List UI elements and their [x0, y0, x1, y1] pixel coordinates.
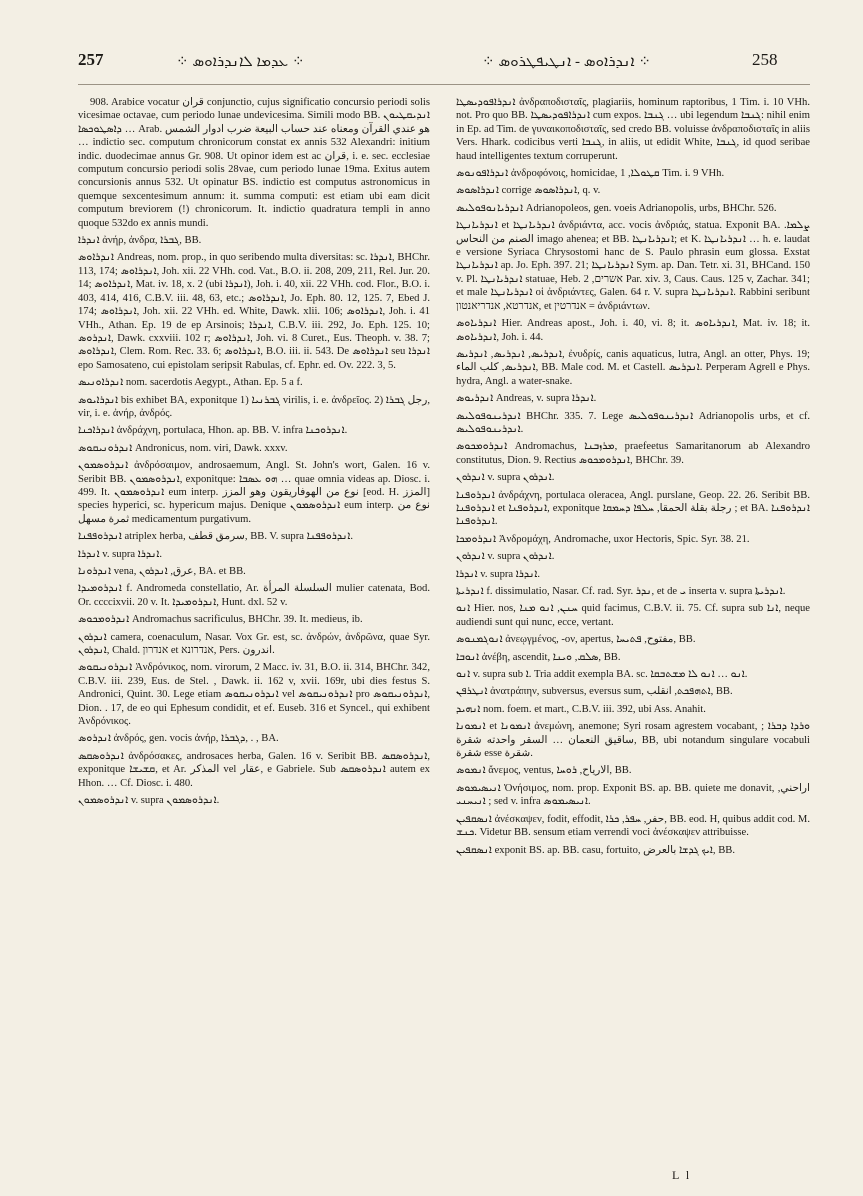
dictionary-entry: ܐܢܕܪܐ v. supra ܐܢܕܪܐ.: [456, 568, 541, 580]
left-column: [78, 96, 430, 1156]
dictionary-entry: ܐܢܕܪܝܐܘܣ Hier. Andreas apost., Joh. i. 40, vi. 8; it. ܐܢܕܪܝܐܘܣ, Mat. iv. 18; it. ܐܢܕܪܝܐܘܣ, Joh. i. 44.: [456, 318, 810, 343]
dictionary-entry: ܐܢܕܪܘܢܝܩܘܣ Ἀνδρόνικος, nom. virorum, 2 Macc. iv. 31, B.O. ii. 314, BHChr. 342, C.B.V. iii. 239, Eus. de Stel. , Dawk. ii. 162 v, xvii. 169r, ubi dies festus S. Andronici, Quint. 30. Lege etiam ܐܢܕܪܘܢܝܩܘܣ vel ܐܢܕܪܘܢܝܩܘܣ pro ܐܢܕܪܘܢܝܩܘܣ, Dion. . 17, de eo qui Ephesum condidit, et ef. Euseb. 316 et Syncel., qui exhibent Ἀνδρόνικος.: [78, 662, 430, 728]
signature-mark: L l: [672, 1168, 692, 1182]
dictionary-entry: ܐܢܕܪܝܢܘܦܘܠܝܣ BHChr. 335. 7. Lege ܐܢܕܪܝܢܘܦܘܠܝܣ Adrianopolis urbs, et cf. ܐܢܕܪܝܢܘܦܘܠܝܣ.: [456, 410, 810, 435]
dictionary-entry: ܐܢܕܪܝܬܐ f. dissimulatio, Nasar. Cf. rad. Syr. ܢܕܪ, et de ܝ inserta v. supra ܐܢܕܪܝܬܐ.: [456, 586, 786, 597]
dictionary-entry: ܐܢܕܪܐܘܣ Andreas, nom. prop., in quo seribendo multa diversitas: sc. ܐܢܕܪܐ, BHChr. 113, 174; ܐܢܕܪܐܘܣ, Joh. xii. 22 VHh. cod. Vat., B.O. ii. 208, 209, 211, Rel. Jur. 20. 14; ܐܢܕܪܐܘܣ, Mat. iv. 18, x. 2 (ubi ܐܢܕܪܐ), Joh. i. 40, xii. 22 VHh. cod. Flor., B.O. i. 403, 414, 416, C.B.V. iii. 48, 63, etc.; ܐܢܕܪܐܘܣ, Jo. Eph. 80. 12, 125. 7, Ebed J. 174; ܐܢܕܪܐܘܣ, Joh. xii. 22 VHh. ed. White, Dawk. xlii. 106; ܐܢܕܪܐܘܣ, Joh. i. 41 VHh., Athan. Ep. 19 de ep Arsinois; ܐܢܕܪܐ, C.B.V. iii. 292, Jo. Eph. 125. 10; ܐܢܕܪܘܣ, Dawk. cxxviii. 102 r; ܐܢܕܪܐܘܣ, Joh. vi. 8 Curet., Eus. Theoph. v. 38. 7; ܐܢܕܪܐܘܣ, Clem. Rom. Rec. 33. 6; ܐܢܕܪܐܘܣ, B.O. iii. ii. 543. De ܐܢܕܪܐܘܣ seu ܐܢܕܪܐ epo Samosateno, cui epistolam seripsit Rabulas, cf. Ephr. ed. Ov. 222. 3, 5.: [78, 252, 430, 371]
dictionary-entry: ܐܢܝܣܝܡܘܣ Ὀνήσιμος, nom. prop. Exponit BS. ap. BB. quiete me donavit, اراحني, ܐܢܝܚܢܝ ; sed v. infra ܐܢܝܣܝܡܘܣ.: [456, 782, 810, 808]
dictionary-entry: ܐܢܕܪܘܢ v. supra ܐܢܕܪܘܢ.: [456, 472, 555, 484]
dictionary-entry: ܐܢܘ Hier. nos, ܚܢܢ, ܐܢܘ ܡܢܐ quid facimus, C.B.V. ii. 75. Cf. supra sub ܐܢܐ, neque audiendi sunt qui nunc, ecce, vertant.: [456, 603, 810, 628]
header-rule: [78, 84, 810, 85]
right-column: [456, 96, 810, 1156]
dictionary-entry: ܐܢܕܪܘܡܟܘܣ Andromachus, ܡܪܙܒܢܐ, praefeetus Samaritanorum ab Alexandro constitutus, Dion. 9. Rectius ܐܢܕܪܘܡܟܘܣ, BHChr. 39.: [456, 441, 810, 466]
dictionary-entry: ܐܢܘܓܡܢܘܣ ἀνεῳγμένος, -ον, apertus, مفتوح, ܦܬܝܚܐ, BB.: [456, 634, 696, 646]
dictionary-entry: ܐܢܗܝܕ nom. foem. et mart., C.B.V. iii. 392, ubi Ass. Anahit.: [456, 703, 706, 715]
dictionary-entry: ܐܢܕܪܘܦܢܐ ἀνδράχνη, portulaca oleracea, Angl. purslane, Geop. 22. 26. Seribit BB. ܐܢܕܪܘܦܢܐ et ܐܢܕܪܘܦܢܐ, exponitque رجلة بقلة الحمقا, ܚܠܦܐ ܕܚܡܩܐ ; et BA. ܐܢܕܪܘܦܢܐ ܐܢܕܪܘܦܢܐ.: [456, 489, 810, 528]
left-page-number: 257: [78, 50, 104, 69]
right-running-title: ⁘ ܐܢܕܪܐܘܣ - ܐܢܛܝܦܛܪܘܣ ⁘: [482, 54, 651, 70]
dictionary-entry: ܐܢܕܪܐܘܢܝܣ nom. sacerdotis Aegypt., Athan. Ep. 5 a f.: [78, 377, 303, 389]
dictionary-entry: ܐܢܕܪܐܟܢܐ ἀνδράχνη, portulaca, Hhon. ap. BB. V. infra ܐܢܕܪܘܟܢܐ.: [78, 425, 348, 437]
dictionary-entry: ܐܢܕܪܘܦܦܢܐ atriplex herba, سرمق قطف, BB. V. supra ܐܢܕܪܘܦܦܢܐ.: [78, 531, 354, 543]
dictionary-entry: ܐܢܕܪܝܘܣ Andreas, v. supra ܐܢܕܪܐ.: [456, 393, 597, 405]
dictionary-entry: ܐܢܕܪܘܡܟܘܣ Andromachus sacrificulus, BHChr. 39. It. medieus, ib.: [78, 614, 363, 626]
dictionary-entry: ܐܢܘ v. supra sub ܐ. Tria addit exempla BA. sc. ܐܢܘ … ܐܢܘ ܠܐ ܡܫܬܒܩܐ.: [456, 669, 748, 681]
right-page-number: 258: [752, 50, 778, 69]
dictionary-entry: ܐܢܕܪܘܣܡܘܢ ἀνδρόσαιμον, androsaemum, Angl. St. John's wort, Galen. 16 v. Seribit BB. ܐܢܕܪܘܣܡܘܢ, exponitque: ܗܘ ܥܣܒܐ … quae omnia videas ap. Diosc. i. 499. It. ܐܢܕܪܘܣܡܘܢ eum interp. نوع من الهوفاريقون وهو المزز [eod. H. المزز] species hyperici, sc. hypericum majus. Denique ܐܢܕܪܘܣܡܘܢ eum interp. نوع من ثمرة مسهل medicamentum purgativum.: [78, 460, 430, 525]
dictionary-entry: ܐܢܕܪܐܣܘܣ corrige ܐܢܕܪܐܣܘܣ, q. v.: [456, 185, 601, 197]
dictionary-entry: ܐܢܕܪܘܢ v. supra ܐܢܕܪܘܢ.: [456, 551, 555, 563]
left-running-title: ⁘ ܥܕܡܐ ܠܐܢܕܪܐܘܣ ⁘: [176, 54, 305, 70]
dictionary-entry: ܐܢܡܘܢܐ et ܐܢܡܘܢܐ ἀνεμώνη, anemone; Syri rosam agrestem vocabant, ܘܪܕܐ ܕܒܪܐ ; ساقيق النعمان … السقر واحدته شقرة, BB, ubi notandum singulare vocabuli شقرة esse شقرة.: [456, 721, 810, 760]
dictionary-entry: ܐܢܡܘܣ ἄνεμος, ventus, الارياح, ܪܘܚܐ, BB.: [456, 765, 632, 777]
dictionary-entry: ܐܢܕܪܘܡܟܐ Ἀνδρομάχη, Andromache, uxor Hectoris, Spic. Syr. 38. 21.: [456, 533, 750, 545]
dictionary-entry: ܐܢܕܪܝܐܢܛܐ et ܐܢܕܪܝܐܢܛܐ ἀνδριάντα, acc. vocis ἀνδριάς, statua. Exponit BA. ܨܠܡܐ. الصنم من النحاس imago ahenea; et BB. ܐܢܕܪܝܐܢܛܐ; et K. ܐܢܕܪܝܐܢܛܐ … h. e. laudat e versione Syriaca Chrysostomi hanc de S. Paulo phrasin eum glossa. Exstat ܐܢܕܪܝܐܢܛܐ ap. Jo. Eph. 397. 21; ܐܢܕܪܝܐܢܛܐ Sym. ap. Dan. Tetr. xi. 31, BHCand. 150 v. Pl. ܐܢܕܪܝܐܢܛܐ statuae, Heb. אשרים, 2 Par. xiv. 3, Caus. Caus. 125 v, Zachar. 341; et male ܐܢܕܪܝܐܢܛܐ οἱ ἀνδριάντες, Galen. 64 r. V. supra ܐܢܕܪܝܐܢܛܐ. Rabbini seribunt אנדרטא, אנדריאנטון, et אנדרטין = ἀνδριάντων.: [456, 220, 810, 312]
dictionary-entry: ܐܢܕܪܐ v. supra ܐܢܕܪܐ.: [78, 548, 163, 560]
dictionary-entry: ܐܢܕܪܐܝܘܣ bis exhibet BA, exponitque 1) ܓܒܪܢܝܐ virilis, i. e. ἀνδρεῖος. 2) رجل ܓܒܪܐ, vir, i. e. ἀνήρ, ἀνδρός.: [78, 394, 430, 419]
dictionary-entry: ܐܢܕܪܝܣ, ܐܢܕܪܝܣ, ܐܢܕܪܝܣ, ἐνυδρίς, canis aquaticus, lutra, Angl. an otter, Phys. 19; ܐܢܕܪܝܣ, كلب الماء, BB. Male cod. M. et Castell. ܐܢܕܪܝܣ. Perperam Agrell e Phys. hydra, Angl. a water-snake.: [456, 348, 810, 387]
dictionary-entry: ܐܢܛܪܦܢ ἀνατράπην, subversus, eversus sum, ܐܬܗܦܟܬ, انقلب, BB.: [456, 686, 733, 698]
dictionary-entry: ܐܢܕܪܘܣ ἀνδρός, gen. vocis ἀνήρ, ܕܓܒܪܐ, . , BA.: [78, 733, 279, 745]
dictionary-entry: ܐܢܣܩܦܝܢ exponit BS. ap. BB. casu, fortuito, ܐܝܟ ܓܕܫܐ بالعرض, BB.: [456, 844, 735, 856]
dictionary-entry: ܐܢܘܒܐ ἀνέβη, ascendit, ܣܠܩ, ܘܝܢܐ, BB.: [456, 651, 621, 663]
dictionary-entry: 908. Arabice vocatur قران conjunctio, cujus significatio concursio periodi solis vicesimae octavae, cum periodo lunae undevicesima. Simili modo BB. ܐܢܕܝܩܛܝܘܢ ܕܐܣܛܘܟܣܐ … Arab. هو عندي القرآن ومعناه عند حساب البيعة ضرب ادوار الشمس … indictio sec. computum chronicorum constat ex annis 532 Alexandri: initium indic. duodecimae annus Gr. 908. Ut opinor idem est ac قران, i. e. sec. ecclesiae computum concursio periodi solis 28vae, cum periodo lunae 19ma. Exitus autem concursionis annus 532. Ut opinatur BS. indictio est computus astronomicus in quemque sexcentesimum annum: it. summa computi: est etiam ubi eam dicit computum breviorem (!) chronicorum. It. indictio quadratura templi in anno quoque 532do ex annis mundi.: [78, 97, 430, 229]
dictionary-entry: ܐܢܕܪܝܐܢܘܦܘܠܝܣ Adrianopoleos, gen. voeis Adrianopolis, urbs, BHChr. 526.: [456, 202, 777, 214]
dictionary-entry: ܐܢܕܪܘܡܝܕܐ f. Andromeda constellatio, Ar. السلسلة المرأة mulier catenata, Bod. Or. ccccixvii. 20 v. It. ܐܢܕܪܘܡܝܕܐ, Hunt. dxl. 52 v.: [78, 583, 430, 608]
dictionary-entry: ܐܢܕܪܘܣܩܣ ἀνδρόσακες, androsaces herba, Galen. 16 v. Seribit BB. ܐܢܕܪܘܣܩܣ, exponitque ܩܫܝܫܐ, et Ar. المذكر vel عقار, e Gabriele. Sub ܐܢܕܪܘܣܩܣ autem ex Hhon. … Cf. Diosc. i. 480.: [78, 750, 430, 789]
dictionary-entry: ܐܢܕܪܘܣܡܘܢ v. supra ܐܢܕܪܘܣܡܘܢ.: [78, 795, 220, 807]
dictionary-entry: ܐܢܕܪܘܢ camera, coenaculum, Nasar. Vox Gr. est, sc. ἀνδρών, ἀνδρῶνα, quae Syr. ܐܢܕܪܘܢ, Chald. אנדרון et אנדרונא, Pers. اندرون.: [78, 631, 430, 657]
dictionary-entry: ܐܢܕܪܐ ἀνήρ, ἀνδρα, ܓܒܪܐ, BB.: [78, 235, 202, 247]
dictionary-entry: ܐܢܕܪܘܢܝܩܘܣ Andronicus, nom. viri, Dawk. xxxv.: [78, 442, 288, 454]
dictionary-entry: ܐܢܕܪܘܢܐ vena, عرق, ܐܢܕܪܘܢ, BA. et BB.: [78, 566, 246, 577]
dictionary-entry: ܐܢܕܪܐܦܘܢܘܣ ἀνδροφόνοις, homicidae, ܩܛܘܠܐ, 1 Tim. i. 9 VHh.: [456, 168, 725, 180]
dictionary-entry: ܐܢܣܩܦܝܢ ἀνέσκαψεν, fodit, effodit, حفر, ܚܦܪ, ܟܪܐ, BB. eod. H, quibus addit cod. M. ܟܢܫ. Videtur BB. sensum etiam verrendi voci ἀνέσκαψεν attribuisse.: [456, 813, 810, 839]
dictionary-entry: ܐܢܕܪܐܦܘܕܝܣܛܐ ἀνδραποδισταῖς, plagiariis, hominum raptoribus, 1 Tim. i. 10 VHh. not. Pro quo BB. ܐܢܕܪܐܦܘܕܝܣܛܐ cum expos. ܓܢܒܐ … ubi legendum ܓܢܒܐ: nihil enim in Ep. ad Tim. de γυναικοποδισταῖς, sed credo BB. voluisse ἀνδραποδισταῖς in aliis Vers. Hhark. codicibus verti ܓܢܒܐ, in aliis, ut edidit White, ܓܢܒܐ, id quod seribae haud intelligentes textum corruperunt.: [456, 97, 810, 162]
